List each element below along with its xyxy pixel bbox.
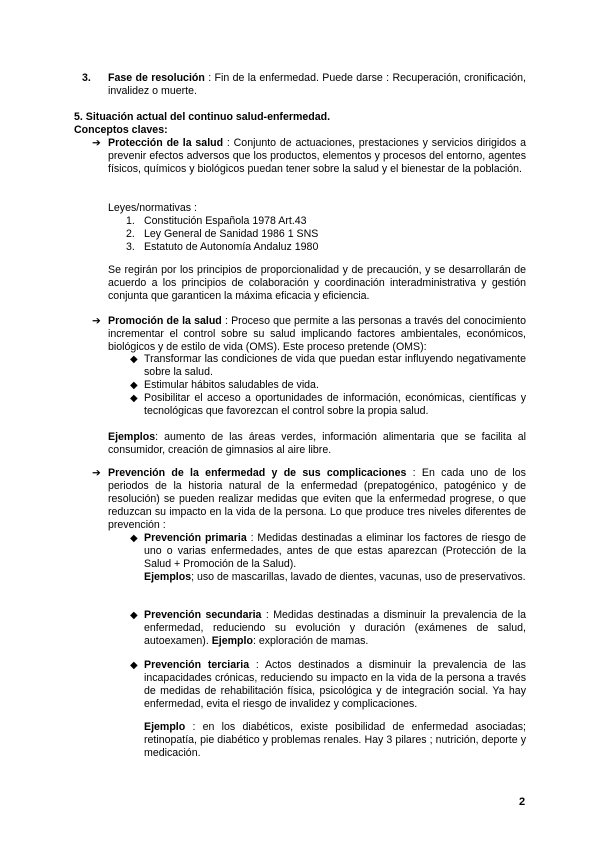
section-heading: 5. Situación actual del continuo salud-enfermedad. xyxy=(74,111,331,123)
primaria-ejemplos: Ejemplos; uso de mascarillas, lavado de dientes, vacunas, uso de preservativos. xyxy=(144,571,526,583)
principios-paragraph: Se regirán por los principios de proporcionalidad y de precaución, y se desarrollarán de acuerdo a los principios de colaboración y coordinación interadministrativa y gestión conjunta que garanticen la máxima eficacia y eficiencia. xyxy=(108,264,526,302)
primaria-title: Prevención primaria xyxy=(144,532,247,544)
diamond-bullet-icon: ◆ xyxy=(130,380,138,391)
prevencion-paragraph xyxy=(108,467,526,532)
leyes-item: 3. Estatuto de Autonomía Andaluz 1980 xyxy=(126,241,319,253)
promocion-bullet: Estimular hábitos saludables de vida. xyxy=(144,379,319,391)
promocion-text: : Proceso que permite a las personas a través del conocimiento incrementar el control sobre su salud implicando factores ambientales, económicos, biológicos y de estilo de vida (OMS). Este proceso pretende (OMS): xyxy=(108,315,526,353)
promocion-bullet: Posibilitar el acceso a oportunidades de información, económicas, científicas y tecnológicas que favorezcan el control sobre la propia salud. xyxy=(144,392,526,417)
leyes-label: Leyes/normativas : xyxy=(108,202,197,214)
proteccion-title: Protección de la salud xyxy=(108,137,224,149)
leyes-list xyxy=(126,215,318,254)
secundaria-title: Prevención secundaria xyxy=(144,609,262,621)
leyes-item: 2. Ley General de Sanidad 1986 1 SNS xyxy=(126,228,319,240)
terciaria-text: : Actos destinados a disminuir la prevalencia de las incapacidades crónicas, reduciendo su impacto en la vida de la persona a través de medidas de rehabilitación física, psicológica y de integración social. Ya hay enfermedad, evita el riesgo de invalidez y complicaciones. xyxy=(144,659,526,710)
terciaria-title: Prevención terciaria xyxy=(144,659,250,671)
proteccion-paragraph xyxy=(108,137,526,176)
phase-3-paragraph xyxy=(108,72,526,98)
promocion-paragraph xyxy=(108,315,526,354)
secundaria-ejemplo-text: : exploración de mamas. xyxy=(252,635,369,647)
proteccion-text: : Conjunto de actuaciones, prestaciones y servicios dirigidos a prevenir efectos adversos que los productos, elementos y procesos del entorno, agentes físicos, químicos y biológicos puedan tener sobre la salud y el bienestar de la población. xyxy=(108,137,526,175)
terciaria-ejemplo-text: : en los diabéticos, existe posibilidad de enfermedad asociadas; retinopatía, pie diabético y problemas renales. Hay 3 pilares ; nutrición, deporte y medicación. xyxy=(144,721,526,759)
secundaria-ejemplo-label: Ejemplo xyxy=(211,635,253,647)
promocion-bullet: Transformar las condiciones de vida que puedan estar influyendo negativamente sobre la salud. xyxy=(144,353,526,378)
diamond-bullet-icon: ◆ xyxy=(130,533,138,544)
ejemplos-label: Ejemplos xyxy=(108,431,156,443)
terciaria-ejemplo xyxy=(144,721,526,760)
phase-3-text: : Fin de la enfermedad. Puede darse : Recuperación, cronificación, invalidez o muerte. xyxy=(108,72,526,97)
arrow-right-icon: ➔ xyxy=(92,315,101,327)
leyes-item: 1. Constitución Española 1978 Art.43 xyxy=(126,215,307,227)
arrow-right-icon: ➔ xyxy=(92,467,101,479)
phase-3-title: Fase de resolución xyxy=(108,72,205,84)
page-number: 2 xyxy=(519,796,526,808)
promocion-title: Promoción de la salud xyxy=(108,315,222,327)
diamond-bullet-icon: ◆ xyxy=(130,660,138,671)
ejemplos-text: : aumento de las áreas verdes, información alimentaria que se facilita al consumidor, creación de gimnasios al aire libre. xyxy=(108,431,526,456)
prevencion-secundaria xyxy=(144,609,526,648)
prevencion-terciaria xyxy=(144,659,526,711)
secundaria-text: : Medidas destinadas a disminuir la prevalencia de la enfermedad, reduciendo su evolución y duración (exámenes de salud, autoexamen). xyxy=(144,609,526,647)
arrow-right-icon: ➔ xyxy=(92,137,101,149)
promocion-ejemplos xyxy=(108,431,526,457)
section-subheading: Conceptos claves: xyxy=(74,124,168,136)
primaria-text: : Medidas destinadas a eliminar los factores de riesgo de uno o varias enfermedades, antes de que estas aparezcan (Protección de la Salud + Promoción de la Salud). xyxy=(144,532,526,570)
terciaria-ejemplo-label: Ejemplo xyxy=(144,721,186,733)
phase-number: 3. xyxy=(82,72,91,84)
diamond-bullet-icon: ◆ xyxy=(130,393,138,404)
prevencion-text: : En cada uno de los periodos de la historia natural de la enfermedad (prepatogénico, patogénico y de resolución) se pueden realizar medidas que eviten que la enfermedad progrese, o que reduzcan su impacto en la vida de la persona. Lo que produce tres niveles diferentes de prevención : xyxy=(108,467,526,531)
prevencion-primaria xyxy=(144,532,526,584)
diamond-bullet-icon: ◆ xyxy=(130,354,138,365)
diamond-bullet-icon: ◆ xyxy=(130,610,138,621)
prevencion-title: Prevención de la enfermedad y de sus complicaciones xyxy=(108,467,407,479)
